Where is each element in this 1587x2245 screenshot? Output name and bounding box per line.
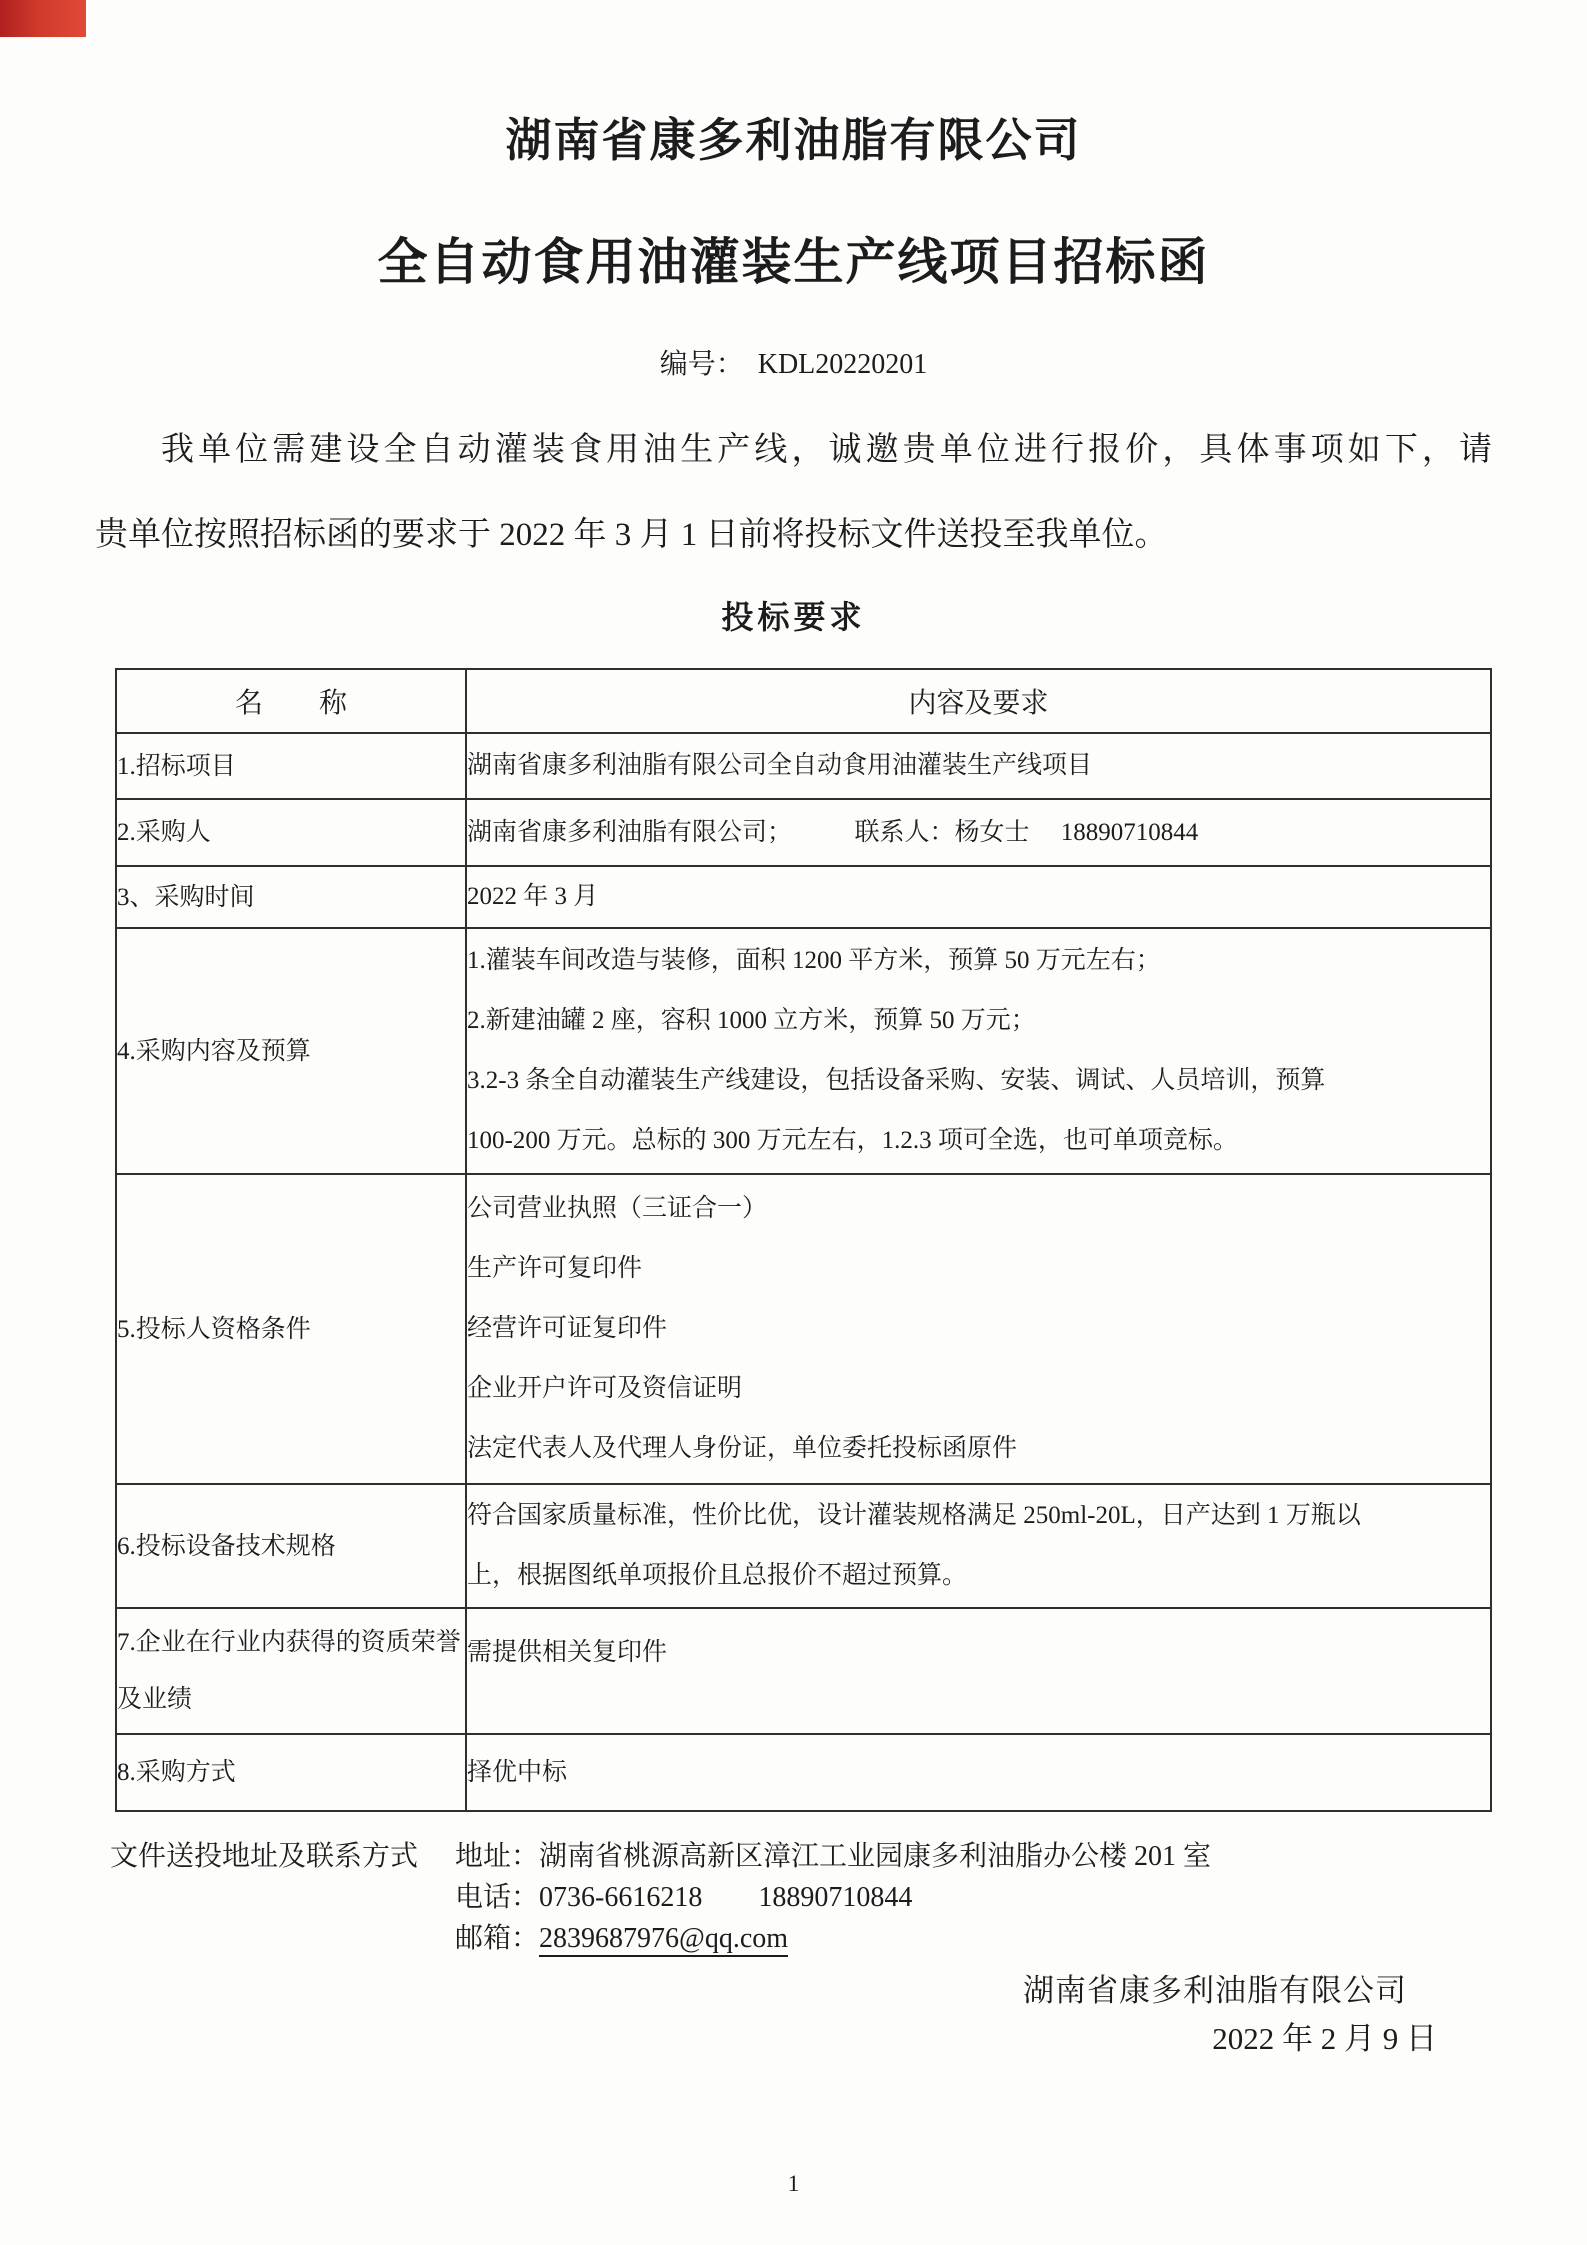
contact-line-label: 邮箱： xyxy=(455,1923,540,1954)
content-line: 2022 年 3 月 xyxy=(467,883,599,910)
contact-line xyxy=(455,1918,1211,1959)
content-line: 公司营业执照（三证合一） xyxy=(467,1195,768,1222)
content-line: 湖南省康多利油脂有限公司； 联系人：杨女士 18890710844 xyxy=(467,818,1199,846)
row-name-cell: 5.投标人资格条件 xyxy=(116,1174,466,1484)
table-row xyxy=(116,1484,1491,1608)
intro-paragraph-line-1: 我单位需建设全自动灌装食用油生产线，诚邀贵单位进行报价，具体事项如下，请 xyxy=(161,432,1492,468)
content-line: 湖南省康多利油脂有限公司全自动食用油灌装生产线项目 xyxy=(467,752,1093,779)
row-content-cell xyxy=(466,1174,1491,1484)
row-content-cell xyxy=(466,733,1491,799)
table-row xyxy=(116,1734,1491,1811)
content-line: 法定代表人及代理人身份证，单位委托投标函原件 xyxy=(467,1435,1018,1462)
contact-label: 文件送投地址及联系方式 xyxy=(110,1841,419,1872)
table-row xyxy=(116,1608,1491,1734)
row-name-cell: 1.招标项目 xyxy=(116,733,466,799)
content-line: 1.灌装车间改造与装修，面积 1200 平方米，预算 50 万元左右； xyxy=(467,947,1161,974)
document-title: 全自动食用油灌装生产线项目招标函 xyxy=(377,234,1210,290)
content-line: 100-200 万元。总标的 300 万元左右，1.2.3 项可全选，也可单项竞标。 xyxy=(467,1127,1238,1154)
table-row xyxy=(116,799,1491,866)
content-line: 择优中标 xyxy=(467,1758,568,1786)
content-line: 需提供相关复印件 xyxy=(467,1639,668,1666)
row-content-cell xyxy=(466,1608,1491,1734)
row-name-cell: 3、采购时间 xyxy=(116,866,466,928)
row-content-cell xyxy=(466,799,1491,866)
row-name-cell: 6.投标设备技术规格 xyxy=(116,1484,466,1608)
requirements-table-body xyxy=(116,733,1491,1811)
table-row xyxy=(116,866,1491,928)
contact-line xyxy=(455,1877,1211,1918)
header-content-column: 内容及要求 xyxy=(466,669,1491,733)
contact-section xyxy=(95,1836,1492,1959)
contact-line-label: 电话： xyxy=(455,1882,540,1913)
row-name-cell: 2.采购人 xyxy=(116,799,466,866)
row-content-cell xyxy=(466,1484,1491,1608)
contact-line-value: 0736-6616218 18890710844 xyxy=(539,1882,913,1913)
header-name-column: 名 称 xyxy=(116,669,466,733)
content-line: 上，根据图纸单项报价且总报价不超过预算。 xyxy=(467,1562,968,1589)
contact-lines xyxy=(455,1836,1211,1959)
content-line: 符合国家质量标准，性价比优，设计灌装规格满足 250ml-20L，日产达到 1 万瓶以 xyxy=(467,1502,1361,1529)
table-row xyxy=(116,1174,1491,1484)
intro-paragraph-line-2: 贵单位按照招标函的要求于 2022 年 3 月 1 日前将投标文件送投至我单位。 xyxy=(95,517,1168,553)
requirements-table xyxy=(115,668,1492,1812)
content-line: 生产许可复印件 xyxy=(467,1255,643,1282)
content-line: 3.2-3 条全自动灌装生产线建设，包括设备采购、安装、调试、人员培训，预算 xyxy=(467,1067,1326,1094)
row-content-cell xyxy=(466,866,1491,928)
table-header-row xyxy=(116,669,1491,733)
document-number: 编号： KDL20220201 xyxy=(659,349,928,380)
page-number: 1 xyxy=(787,2171,800,2196)
signature-company: 湖南省康多利油脂有限公司 xyxy=(1023,1973,1407,2008)
red-scan-artifact xyxy=(0,0,86,37)
row-name-cell: 4.采购内容及预算 xyxy=(116,928,466,1174)
row-content-cell xyxy=(466,1734,1491,1811)
contact-line xyxy=(455,1836,1211,1877)
contact-email-value: 2839687976@qq.com xyxy=(539,1923,788,1957)
contact-line-label: 地址： xyxy=(455,1841,540,1872)
contact-line-value: 湖南省桃源高新区漳江工业园康多利油脂办公楼 201 室 xyxy=(539,1841,1212,1872)
table-row xyxy=(116,733,1491,799)
table-row xyxy=(116,928,1491,1174)
content-line: 2.新建油罐 2 座，容积 1000 立方米，预算 50 万元； xyxy=(467,1007,1036,1034)
company-title: 湖南省康多利油脂有限公司 xyxy=(505,114,1082,166)
row-name-cell: 8.采购方式 xyxy=(116,1734,466,1811)
row-content-cell xyxy=(466,928,1491,1174)
signature-date: 2022 年 2 月 9 日 xyxy=(1212,2021,1437,2056)
content-line: 经营许可证复印件 xyxy=(467,1315,668,1342)
content-line: 企业开户许可及资信证明 xyxy=(467,1375,743,1402)
row-name-cell: 7.企业在行业内获得的资质荣誉及业绩 xyxy=(116,1608,466,1734)
section-title: 投标要求 xyxy=(721,599,866,635)
